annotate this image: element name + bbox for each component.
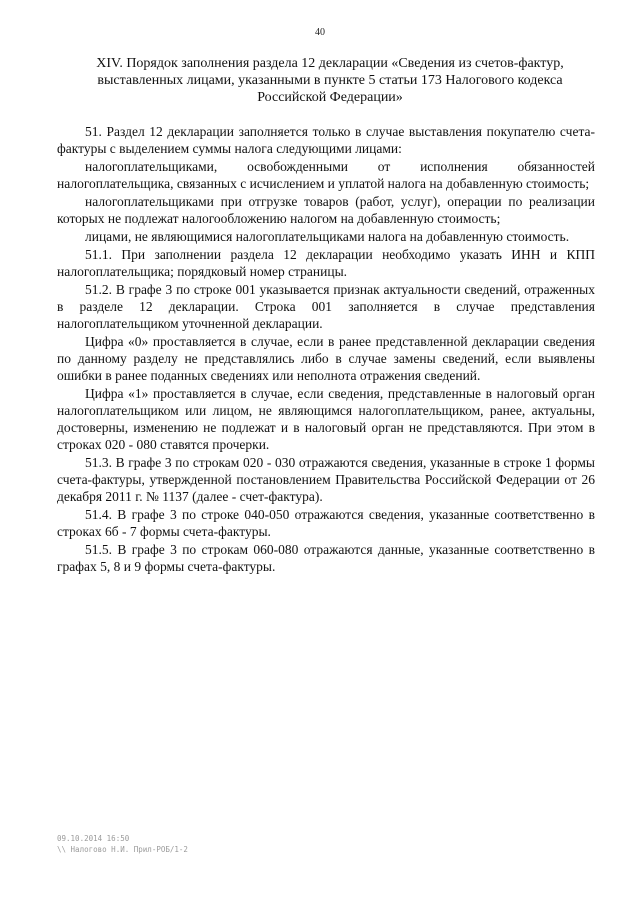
- paragraph-51-1: 51.1. При заполнении раздела 12 декларации необходимо указать ИНН и КПП налогоплательщика; порядковый номер страницы.: [57, 247, 595, 279]
- paragraph-list-item-3: лицами, не являющимися налогоплательщиками налога на добавленную стоимость.: [85, 229, 570, 244]
- document-body: [57, 123, 595, 576]
- paragraph-51-3: 51.3. В графе 3 по строкам 020 - 030 отражаются сведения, указанные в строке 1 формы счета-фактуры, утвержденной постановлением Правительства Российской Федерации от 26 декабря 2011 г. № 1137 (далее - счет-фактура).: [57, 455, 595, 504]
- paragraph-51-2: 51.2. В графе 3 по строке 001 указывается признак актуальности сведений, отраженных в разделе 12 декларации. Строка 001 заполняется в случае представления налогоплательщиком уточненной декларации.: [57, 282, 595, 331]
- footer-timestamp: 09.10.2014 16:50: [57, 834, 130, 843]
- section-heading: XIV. Порядок заполнения раздела 12 декларации «Сведения из счетов-фактур, выставленных лицами, указанными в пункте 5 статьи 173 Налогового кодекса Российской Федерации»: [96, 56, 564, 105]
- footer-file-path: \\ Налогово Н.И. Прил-РОБ/1-2: [57, 845, 188, 854]
- paragraph-51-5: 51.5. В графе 3 по строкам 060-080 отражаются данные, указанные соответственно в графах 5, 8 и 9 формы счета-фактуры.: [57, 542, 595, 574]
- paragraph-digit-1: Цифра «1» проставляется в случае, если сведения, представленные в налоговый орган налогоплательщиком или лицом, не являющимся налогоплательщиком, ранее, актуальны, достоверны, изменению не подлежат и в налоговый орган не представляются. При этом в строках 020 - 080 ставятся прочерки.: [57, 386, 595, 452]
- paragraph-digit-0: Цифра «0» проставляется в случае, если в ранее представленной декларации сведения по данному разделу не представлялись либо в случае замены сведений, если выявлены ошибки в ранее поданных сведениях или неполнота отражения сведений.: [57, 334, 595, 383]
- page-number: 40: [315, 27, 325, 38]
- print-footer: [57, 833, 188, 855]
- paragraph-list-item-2: налогоплательщиками при отгрузке товаров (работ, услуг), операции по реализации которых не подлежат налогообложению налогом на добавленную стоимость;: [57, 194, 595, 226]
- paragraph-list-item-1: налогоплательщиками, освобожденными от исполнения обязанностей налогоплательщика, связанных с исчислением и уплатой налога на добавленную стоимость;: [57, 159, 595, 191]
- paragraph-51-4: 51.4. В графе 3 по строке 040-050 отражаются сведения, указанные соответственно в строках 6б - 7 формы счета-фактуры.: [57, 507, 595, 539]
- paragraph-51: 51. Раздел 12 декларации заполняется только в случае выставления покупателю счета-фактуры с выделением суммы налога следующими лицами:: [57, 124, 595, 156]
